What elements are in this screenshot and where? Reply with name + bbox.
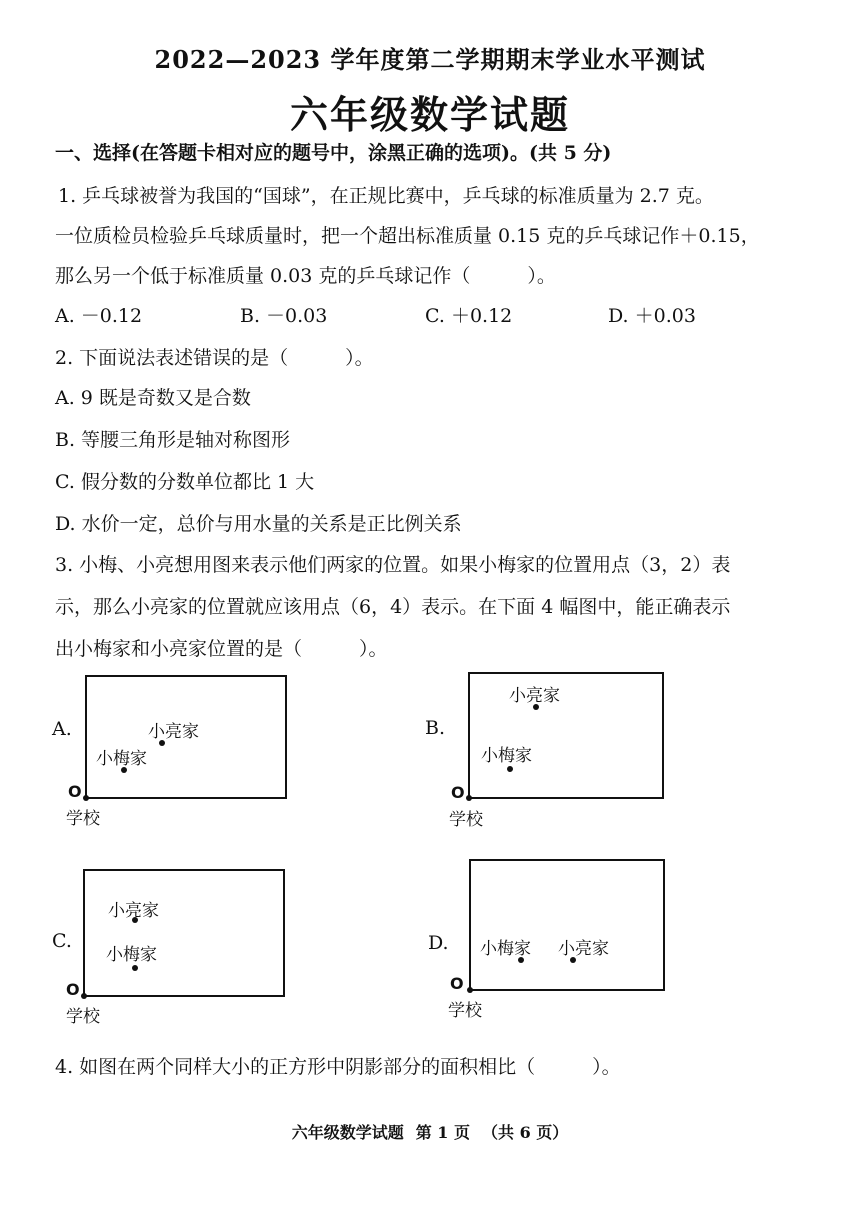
page-footer <box>0 1120 860 1143</box>
q1-option-b: B. －0.03 <box>240 305 328 327</box>
q2-option-b: B. 等腰三角形是轴对称图形 <box>55 429 291 451</box>
footer-total: （共 6 页） <box>482 1123 569 1142</box>
figure-b <box>425 669 675 834</box>
figure-b-label-1: 小梅家 <box>481 746 532 766</box>
footer-text: 六年级数学试题 <box>291 1123 404 1142</box>
figure-b-school: 学校 <box>449 810 483 830</box>
q1-option-c: C. ＋0.12 <box>425 305 513 327</box>
figure-a-label-1: 小梅家 <box>96 749 147 769</box>
figure-b-point-1 <box>507 766 513 772</box>
figure-c-school: 学校 <box>66 1007 100 1027</box>
figure-a-label-2: 小亮家 <box>148 722 199 742</box>
figure-c-frame <box>84 870 284 996</box>
figure-a-school: 学校 <box>66 809 100 829</box>
figure-a-origin: O <box>68 782 82 801</box>
figure-d-origin-dot <box>467 987 473 993</box>
q4-stem: 4. 如图在两个同样大小的正方形中阴影部分的面积相比（ ）。 <box>55 1056 621 1078</box>
figure-a-origin-dot <box>83 795 89 801</box>
figure-d-label-2: 小亮家 <box>558 939 609 959</box>
figure-a-letter: A. <box>52 718 72 740</box>
figure-c-label-1: 小梅家 <box>106 945 157 965</box>
footer-page: 第 1 页 <box>415 1123 470 1142</box>
q1-line-1: 1. 乒乓球被誉为我国的“国球”，在正规比赛中，乒乓球的标准质量为 2.7 克。 <box>58 185 714 207</box>
section-heading: 一、选择(在答题卡相对应的题号中，涂黑正确的选项)。(共 5 分) <box>55 142 612 164</box>
q1-line-2: 一位质检员检验乒乓球质量时，把一个超出标准质量 0.15 克的乒乓球记作＋0.15， <box>55 225 760 247</box>
figure-b-letter: B. <box>425 717 446 739</box>
q2-option-c: C. 假分数的分数单位都比 1 大 <box>55 471 315 493</box>
figure-c-origin: O <box>66 980 80 999</box>
figure-d-letter: D. <box>428 932 449 954</box>
figure-c <box>50 866 290 1026</box>
figure-c-point-1 <box>132 965 138 971</box>
figure-b-origin-dot <box>466 795 472 801</box>
q1-option-a: A. －0.12 <box>55 305 143 327</box>
figure-c-letter: C. <box>52 930 72 952</box>
q1-option-d: D. ＋0.03 <box>608 305 696 327</box>
q2-option-a: A. 9 既是奇数又是合数 <box>55 387 251 409</box>
figure-b-label-2: 小亮家 <box>509 686 560 706</box>
figure-d-school: 学校 <box>448 1001 482 1021</box>
figure-d-frame <box>470 860 664 990</box>
figure-a <box>50 672 290 832</box>
q3-line-3: 出小梅家和小亮家位置的是（ ）。 <box>55 638 388 660</box>
q3-line-2: 示，那么小亮家的位置就应该用点（6，4）表示。在下面 4 幅图中，能正确表示 <box>55 596 731 618</box>
figure-d <box>428 856 678 1026</box>
q2-option-d: D. 水价一定，总价与用水量的关系是正比例关系 <box>55 513 462 535</box>
q2-stem: 2. 下面说法表述错误的是（ ）。 <box>55 347 374 369</box>
q1-line-3: 那么另一个低于标准质量 0.03 克的乒乓球记作（ ）。 <box>55 265 556 287</box>
figure-b-frame <box>469 673 663 798</box>
figure-b-origin: O <box>451 783 465 802</box>
exam-subtitle: 六年级数学试题 <box>289 92 570 137</box>
figure-c-label-2: 小亮家 <box>108 901 159 921</box>
figure-d-origin: O <box>450 974 464 993</box>
exam-title: 2022—2023 学年度第二学期期末学业水平测试 <box>154 45 706 74</box>
figure-d-label-1: 小梅家 <box>480 939 531 959</box>
q3-line-1: 3. 小梅、小亮想用图来表示他们两家的位置。如果小梅家的位置用点（3，2）表 <box>55 554 731 576</box>
figure-c-origin-dot <box>81 993 87 999</box>
